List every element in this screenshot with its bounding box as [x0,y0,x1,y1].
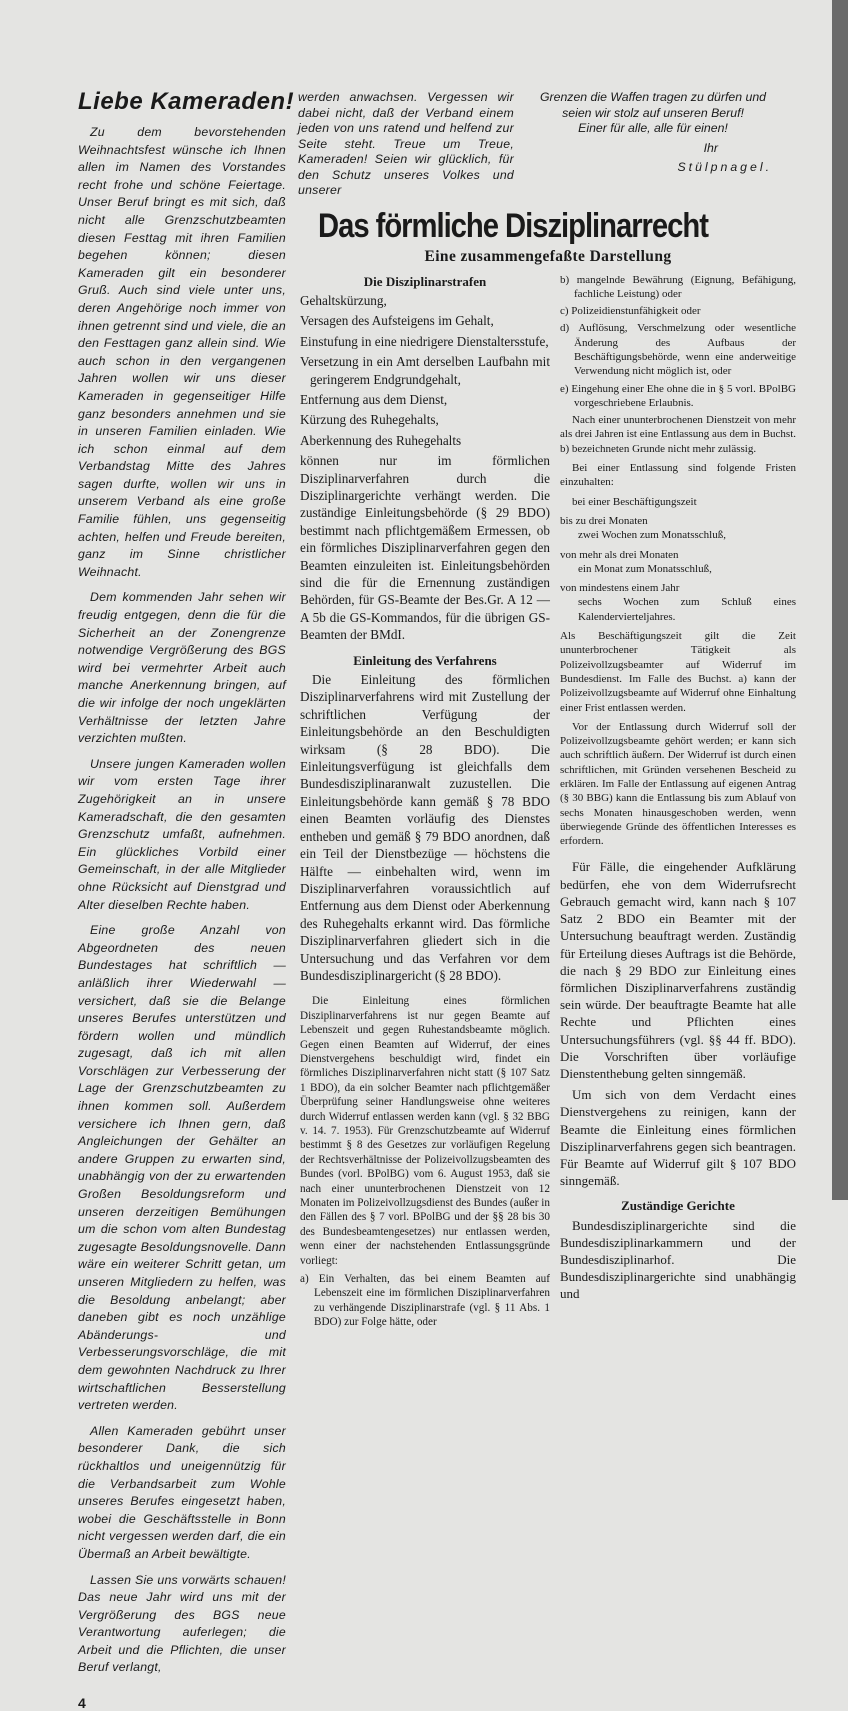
ground-item: c) Polizeidienstunfähigkeit oder [560,305,701,318]
article-columns [298,273,798,1330]
letter-closing [528,90,778,176]
letter-continuation [298,90,514,199]
body-paragraph: Bundesdisziplinargerichte sind die Bundesdisziplinarkammern und der Bundesdisziplinarhof. Die Bundesdisziplinargerichte sind unabhängig und [560,1217,796,1302]
body-paragraph: Vor der Entlassung durch Widerruf soll der Polizeivollzugsbeamte gehört werden; er kann sich auch schriftlich äußern. Der Widerruf ist durch einen schriftlichen, mit Gründen versehenen Bescheid zu erklären. Im Falle der Entlassung auf eigenen Antrag (§ 30 BBG) kann die Entlassung bis zum Ablauf von sechs Monaten hinausgeschoben werden, wenn überwiegende Gründe des öffentlichen Interesses es erfordern. [560,720,796,848]
body-paragraph: Die Einleitung des förmlichen Disziplinarverfahrens wird mit Zustellung der schriftlichen Verfügung der Einleitungsbehörde an den Beschuldigten wirksam (§ 28 BDO). Die Einleitungsverfügung ist gleichfalls dem Bundesdisziplinaranwalt zuzustellen. Die Einleitungsbehörde kann gemäß § 78 BDO einen Beamten vorläufig des Dienstes entheben und gemäß § 79 BDO anordnen, daß ein Teil der Dienstbezüge — höchstens die Hälfte — einbehalten wird, wenn im Disziplinarverfahren voraussichtlich auf Entfernung aus dem Dienst oder Aberkennung des Ruhegehalts erkannt wird. Das förmliche Disziplinarverfahren gliedert sich in die Untersuchung und das Verfahren vor dem Bundesdisziplinargericht (§ 28 BDO). [300,672,550,983]
letter-paragraph: Zu dem bevorstehenden Weihnachtsfest wünsche ich Ihnen allen im Namen des Vorstandes recht frohe und schöne Feiertage. Unser Beruf bringt es mit sich, daß nicht alle Grenzschutzbeamten diesen Festtag mit ihren Familien begehen können; diesen Kameraden gilt ein besonderer Gruß. Auch sind viele unter uns, deren Angehörige noch immer von ihnen getrennt sind und viele, die an den Festtagen ganz allein sind. Wie auch schon in den vergangenen Jahren wollen wir uns dieser Kameraden in gegenseitiger Hilfe ganz besonders annehmen und sie in unseren Familien einladen. Wie ich schon einmal auf dem Verbandstag Mitte des Jahres sagen durfte, wollen wir uns in unserem Verband als eine große Familie fühlen, uns gegenseitig achten, helfen und Freude bereiten, ganz im Sinne christlicher Weihnacht. [78,125,286,579]
body-paragraph: können nur im förmlichen Disziplinarverfahren durch die Disziplinargerichte verhängt werden. Die zuständige Einleitungsbehörde (§ 29 BDO) bestimmt nach pflichtgemäßem Ermessen, ob ein förmliches Disziplinarverfahren gegen den Beamten einzuleiten ist. Einleitungsbehörden sind die für die Ernennung zuständigen Behörden, für GS-Beamte der Bes.Gr. A 12 — A 5b die GS-Kommandos, für die übrigen GS-Beamten der BMdI. [300,453,550,643]
deadline-period: von mehr als drei Monaten [560,548,679,561]
letter-continuation-text: werden anwachsen. Vergessen wir dabei nicht, daß der Verband einem jeden von uns ratend und helfend zur Seite steht. Treue um Treue, Kameraden! Seien wir glücklich, für den Schutz unseres Volkes und unserer [298,90,514,197]
article-subtitle: Eine zusammengefaßte Darstellung [424,247,672,265]
ground-item: a) Ein Verhalten, das bei einem Beamten auf Lebenszeit eine im förmlichen Disziplinarverfahren zu verhängende Disziplinarstrafe (vgl. § 11 Abs. 1 BDO) zur Folge hätte, oder [300,1273,550,1329]
letter-paragraph: Dem kommenden Jahr sehen wir freudig entgegen, denn die für die Sicherheit an der Zonengrenze notwendige Vergrößerung des BGS wird bei vermehrter Arbeit auch manche Anerkennung bringen, auf die wir infolge der noch ungeklärten Verhältnisse der letzten Jahre verzichten mußten. [78,590,286,746]
section-heading: Einleitung des Verfahrens [353,652,497,668]
deadline-period: von mindestens einem Jahr [560,582,680,595]
ground-item: e) Eingehung einer Ehe ohne die in § 5 vorl. BPolBG vorgeschriebene Erlaubnis. [560,382,796,409]
ground-item: b) mangelnde Bewährung (Eignung, Befähigung, fachliche Leistung) oder [560,273,796,300]
article-column-middle [300,273,550,1330]
penalty-item: Gehaltskürzung, [300,292,387,308]
letter-paragraph: Lassen Sie uns vorwärts schauen! Das neue Jahr wird uns mit der Vergrößerung des BGS neue Verantwortung auferlegen; die Arbeit und die Pflichten, die unser Beruf verlangt, [78,1572,286,1675]
letter-title: Liebe Kameraden! [78,88,295,115]
body-paragraph: Für Fälle, die eingehender Aufklärung bedürfen, ehe von dem Widerrufsrecht Gebrauch gemacht wird, kann nach § 107 Satz 2 BDO ein Beamter mit der Untersuchung beauftragt werden. Zuständig für Erteilung dieses Auftrags ist die Behörde, die nach § 29 BDO zur Einleitung eines förmlichen Disziplinarverfahrens zuständig sein würde. Der beauftragte Beamte hat alle Rechte und Pflichten eines Untersuchungsführers (vgl. §§ 44 ff. BDO). Die Vorschriften über vorläufige Dienstenthebung gelten sinngemäß. [560,859,796,1081]
body-paragraph: Nach einer ununterbrochenen Dienstzeit von mehr als drei Jahren ist eine Entlassung aus dem in Buchst. b) bezeichneten Grunde nicht mehr zulässig. [560,414,796,455]
letter-continuation-row [298,90,798,199]
deadline-notice: ein Monat zum Monatsschluß, [578,562,712,575]
body-paragraph: Als Beschäftigungszeit gilt die Zeit ununterbrochener Tätigkeit als Polizeivollzugsbeamter auf Widerruf im Bundesdienst. Im Falle des Buchst. a) kann der Polizeivollzugsbeamte auf Widerruf ohne Einhaltung einer Frist entlassen werden. [560,630,796,714]
small-paragraph: Die Einleitung eines förmlichen Disziplinarverfahrens ist nur gegen Beamte auf Lebenszeit und gegen Ruhestandsbeamte möglich. Gegen einen Beamten auf Widerruf, der eines Dienstvergehens beschuldigt wird, findet ein förmliches Disziplinarverfahren nicht statt (§ 107 Satz 1 BDO), da ein solcher Beamter nach pflichtgemäßer Überprüfung seiner Handlungsweise ohne weiteres durch Widerruf entlassen werden kann (vgl. § 32 BBG v. 14. 7. 1953). Für Grenzschutzbeamte auf Widerruf bestimmt § 8 des Gesetzes zur vorläufigen Regelung der Rechtsverhältnisse der Polizeivollzugsbeamten des Bundes (vorl. BPolBG) vom 6. August 1953, daß sie nach einer ununterbrochenen Dienstzeit von 12 Monaten im Polizeivollzugsdienst des Bundes (außer in den Fällen des § 7 vorl. BPolBG und der §§ 28 bis 30 des Bundesbeamtengesetzes) nur entlassen werden, wenn einer der nachstehenden Entlassungsgründe vorliegt: [300,995,550,1267]
letter-paragraph: Eine große Anzahl von Abgeordneten des neuen Bundestages hat schriftlich — anläßlich ihrer Wiederwahl — versichert, daß sie die Belange unseres Berufes unterstützen und fördern wollen und mündlich zugesagt, daß ich mit allen Vorschlägen zur Verbesserung der Lage der Grenzschutzbeamten zu ihnen kommen soll. Außerdem versichere ich Ihnen gern, daß Angleichungen der Gehälter an andere Gruppen zu erwarten sind, unabhängig von der zu erwartenden Großen Besoldungsreform und unseren derzeitigen Bemühungen um die schon vom alten Bundestag zugesagte Besoldungsnovelle. Dann wäre ein weiterer Schritt getan, um unseren Mitgliedern zu helfen, was die Besoldung anbelangt; aber daneben gibt es noch unzählige Abänderungs- und Verbesserungsvorschläge, die mit dem gewohnten Nachdruck zu Ihrer wirtschaftlichen Besserstellung vertreten werden. [78,923,286,1413]
penalty-item: Einstufung in eine niedrigere Dienstaltersstufe, [300,333,549,349]
right-region [298,90,798,1330]
article-column-right [560,273,796,1307]
article-headline: Das förmliche Disziplinarrecht [318,206,708,245]
scan-edge [832,0,848,1200]
salutation: Ihr [703,140,718,155]
penalty-item: Versetzung in ein Amt derselben Laufbahn mit geringerem Endgrundgehalt, [300,354,550,387]
deadline-period: bis zu drei Monaten [560,514,648,527]
page-number: 4 [78,1695,86,1711]
letter-paragraph: Allen Kameraden gebührt unser besonderer Dank, die sich rückhaltlos und uneigennützig für die Verbandsarbeit zum Wohle unseres Berufes eingesetzt haben, wobei die Geschäftsstelle in Bonn nicht vergessen werden darf, die ein Übermaß an Arbeit bewältigte. [78,1423,286,1561]
deadline-notice: zwei Wochen zum Monatsschluß, [578,529,726,542]
deadline-notice: sechs Wochen zum Schluß eines Kalendervierteljahres. [578,596,796,623]
signature: Stülpnagel. [677,160,772,174]
motto: Einer für alle, alle für einen! [578,121,728,135]
section-heading: Zuständige Gerichte [621,1198,735,1214]
penalty-item: Aberkennung des Ruhegehalts [300,432,462,448]
deadlines-lead: bei einer Beschäftigungszeit [572,495,697,508]
letter-column [78,124,286,1677]
closing-text: Grenzen die Waffen tragen zu dürfen und seien wir stolz auf unseren Beruf! [539,90,767,120]
body-paragraph: Um sich von dem Verdacht eines Dienstvergehens zu reinigen, kann der Beamte die Einleitung eines förmlichen Disziplinarverfahrens gegen sich beantragen. Für Beamte auf Widerruf gilt § 107 BDO sinngemäß. [560,1087,796,1189]
body-paragraph: Bei einer Entlassung sind folgende Fristen einzuhalten: [560,462,796,489]
penalty-item: Kürzung des Ruhegehalts, [300,412,439,428]
penalty-item: Entfernung aus dem Dienst, [300,391,448,407]
letter-paragraph: Unsere jungen Kameraden wollen wir vom ersten Tage ihrer Zugehörigkeit an in unsere Kameradschaft, die den gesamten Grenzschutz umfaßt, aufnehmen. Ein glückliches Vorbild einer Gemeinschaft, in der alle Mitglieder ohne Rücksicht auf Dienstgrad und Alter dieselben Rechte haben. [78,756,286,912]
penalty-item: Versagen des Aufsteigens im Gehalt, [300,313,494,329]
letter-region [78,88,295,1711]
section-heading: Die Disziplinarstrafen [363,273,487,289]
ground-item: d) Auflösung, Verschmelzung oder wesentliche Änderung des Aufbaus der Beschäftigungsbehörde, wenn eine anderweitige Verwendung nicht möglich ist, oder [560,322,796,378]
